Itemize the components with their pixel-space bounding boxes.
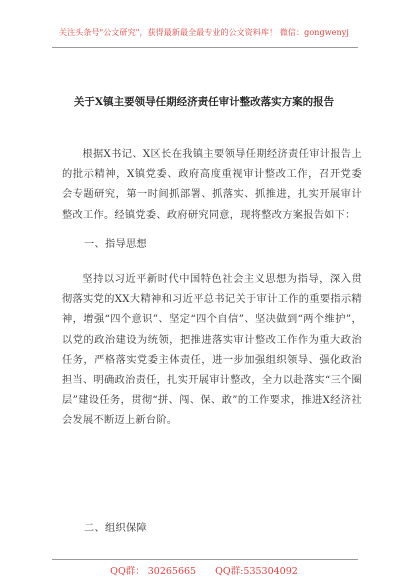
footer-qq-group-1: QQ群： 30265665 [110,566,197,577]
paragraph-intro: 根据X书记、X区长在我镇主要领导任期经济责任审计报告上的批示精神，X镇党委、政府高度重视审计整改工作，召开党委会专题研究，第一时间抓部署、抓落实、抓推进，扎实开展审计整改工作。经镇党委、政府研究同意，现将整改方案报告如下： [62,149,362,221]
section-heading-guiding-thought: 一、指导思想 [84,239,147,250]
header-divider [52,47,358,48]
footer-contact [0,563,408,577]
footer-qq-group-2: QQ群:535304092 [215,566,298,577]
document-title: 关于X镇主要领导任期经济责任审计整改落实方案的报告 [73,96,335,108]
section-heading-organization: 二、组织保障 [84,523,147,534]
header-promo-text: 关注头条号"公文研究"，获得最新最全最专业的公文资料库！ 微信：gongwenyj [59,28,349,37]
paragraph-guiding-thought: 坚持以习近平新时代中国特色社会主义思想为指导，深入贯彻落实党的XX大精神和习近平总书记关于审计工作的重要指示精神，增强“四个意识”、坚定“四个自信”、坚决做到“两个维护”，以党的政治建设为统领，把推进落实审计整改工作作为重大政治任务，严格落实党委主体责任，进一步加强组织领导、强化政治担当、明确政治责任，扎实开展审计整改，全力以赴落实“三个圈层”建设任务，贯彻“拼、闯、保、敢”的工作要求，推进X经济社会发展不断迈上新台阶。 [62,274,362,427]
footer-divider [52,559,358,560]
